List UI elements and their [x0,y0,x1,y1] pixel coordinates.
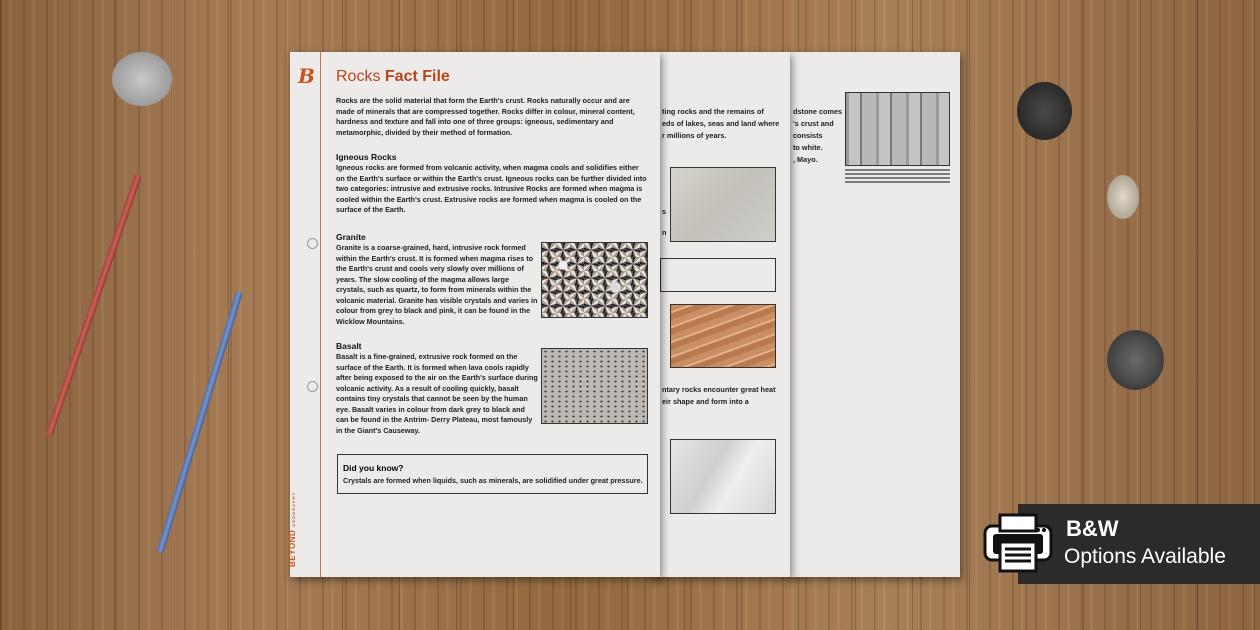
worksheet-page-middle [650,52,790,577]
basalt-image [541,348,648,424]
limestone-image [670,167,776,242]
granite-heading: Granite [336,232,366,242]
granite-text: Granite is a coarse-grained, hard, intrusive rock formed within the Earth's crust. It is formed when magma rises to the Earth's crust and cools very slowly over millions of years. The slow cooling of the magma allows large crystals, such as quartz, to form from minerals within the volcanic material. Granite has visible crystals and varies in colour from grey to black and pink, it can be found in the Wicklow Mountains. [336,243,538,326]
text-fragment: , Mayo. [793,155,818,164]
did-you-know-heading: Did you know? [343,463,404,473]
stone [1107,175,1139,219]
granite-image [541,242,648,318]
page-title: Rocks Fact File [336,68,450,85]
badge-title: B&W [1066,516,1119,541]
text-fragment: 's crust and [793,119,834,128]
info-box [660,258,776,292]
text-fragment: ntary rocks encounter great heat [662,385,776,394]
text-fragment: to white. [793,143,823,152]
did-you-know-text: Crystals are formed when liquids, such as minerals, are solidified under great pressure. [343,476,643,485]
text-fragment: consists [793,131,823,140]
igneous-heading: Igneous Rocks [336,152,397,162]
sandstone-image [670,304,776,368]
punch-hole [307,238,318,249]
stone [1017,82,1072,140]
stone [1107,330,1164,390]
text-fragment: r millions of years. [662,131,727,140]
beyond-logo: B [298,64,315,88]
worksheet-page-back [785,52,960,577]
intro-text: Rocks are the solid material that form the Earth's crust. Rocks naturally occur and are made of minerals that are compressed together. Rocks differ in colour, mineral content, hardness and texture and fall into one of three groups: igneous, sedimentary and metamorphic, divided by their method of formation. [336,96,635,137]
text-fragment: ting rocks and the remains of [662,107,764,116]
blue-pencil [157,291,243,553]
badge-subtitle: Options Available [1064,545,1226,568]
did-you-know-box [337,454,648,494]
text-fragment: dstone comes [793,107,843,116]
printer-icon [982,512,1054,574]
bw-options-badge [1018,504,1260,584]
stone [112,52,172,106]
text-fragment: eir shape and form into a [662,397,749,406]
basalt-text: Basalt is a fine-grained, extrusive rock formed on the surface of the Earth. It is formed when lava cools rapidly after being exposed to the air on the Earth's surface during volcanic activity. As a result of cooling quickly, basalt contains tiny crystals that cannot be seen by the human eye. Basalt varies in colour from dark grey to black and can be found in the Antrim- Derry Plateau, most famously in the Giant's Causeway. [336,352,538,435]
igneous-text: Igneous rocks are formed from volcanic activity, when magma cools and solidifies either on the Earth's surface or within the Earth's crust. Igneous rocks can be further divided into two categories: intrusive and extrusive rocks. Intrusive Rocks are formed when magma is cooled within the Earth's crust. Extrusive rocks are formed when magma is cooled on the surface of the Earth. [336,163,647,214]
image-caption [845,169,950,183]
text-fragment: eds of lakes, seas and land where [662,119,780,128]
margin-line [320,52,321,577]
worksheet-page-front: B Rocks Fact File Rocks are the solid material that form the Earth's crust. Rocks naturally occur and are made of minerals that are compressed together. Rocks differ in colour, mineral content, hardness and texture and fall into one of three groups: igneous, sedimentary and metamorphic, divided by their method of formation. Igneous Rocks Igneous rocks are formed from volcanic activity, when magma cools and solidifies either on the Earth's surface or within the Earth's crust. Igneous rocks can be further divided into two categories: intrusive and extrusive rocks. Intrusive Rocks are formed when magma is cooled within the Earth's crust. Extrusive rocks are formed when magma is cooled on the surface of the Earth. Granite Granite is a coarse-grained, hard, intrusive rock formed within the Earth's crust. It is formed when magma rises to the Earth's crust and cools very slowly over millions of years. The slow cooling of the magma allows large crystals, such as quartz, to form from minerals within the volcanic material. Granite has visible crystals and varies in colour from grey to black and pink, it can be found in the Wicklow Mountains. Basalt Basalt is a fine-grained, extrusive rock formed on the surface of the Earth. It is formed when lava cools rapidly after being exposed to the air on the Earth's surface during volcanic activity. As a result of cooling quickly, basalt contains tiny crystals that cannot be seen by the human eye. Basalt varies in colour from dark grey to black and can be found in the Antrim- Derry Plateau, most famously in the Giant's Causeway. Did you know? Crystals are formed when liquids, such as minerals, are solidified under great pressure. BEYONDGEOGRAPHY [290,52,660,577]
basalt-heading: Basalt [336,341,362,351]
text-fragment: n [662,228,667,237]
red-pencil [46,174,142,436]
marble-image [670,439,776,514]
sandstone-cliff-image [845,92,950,166]
text-fragment: s [662,207,667,216]
punch-hole [307,381,318,392]
